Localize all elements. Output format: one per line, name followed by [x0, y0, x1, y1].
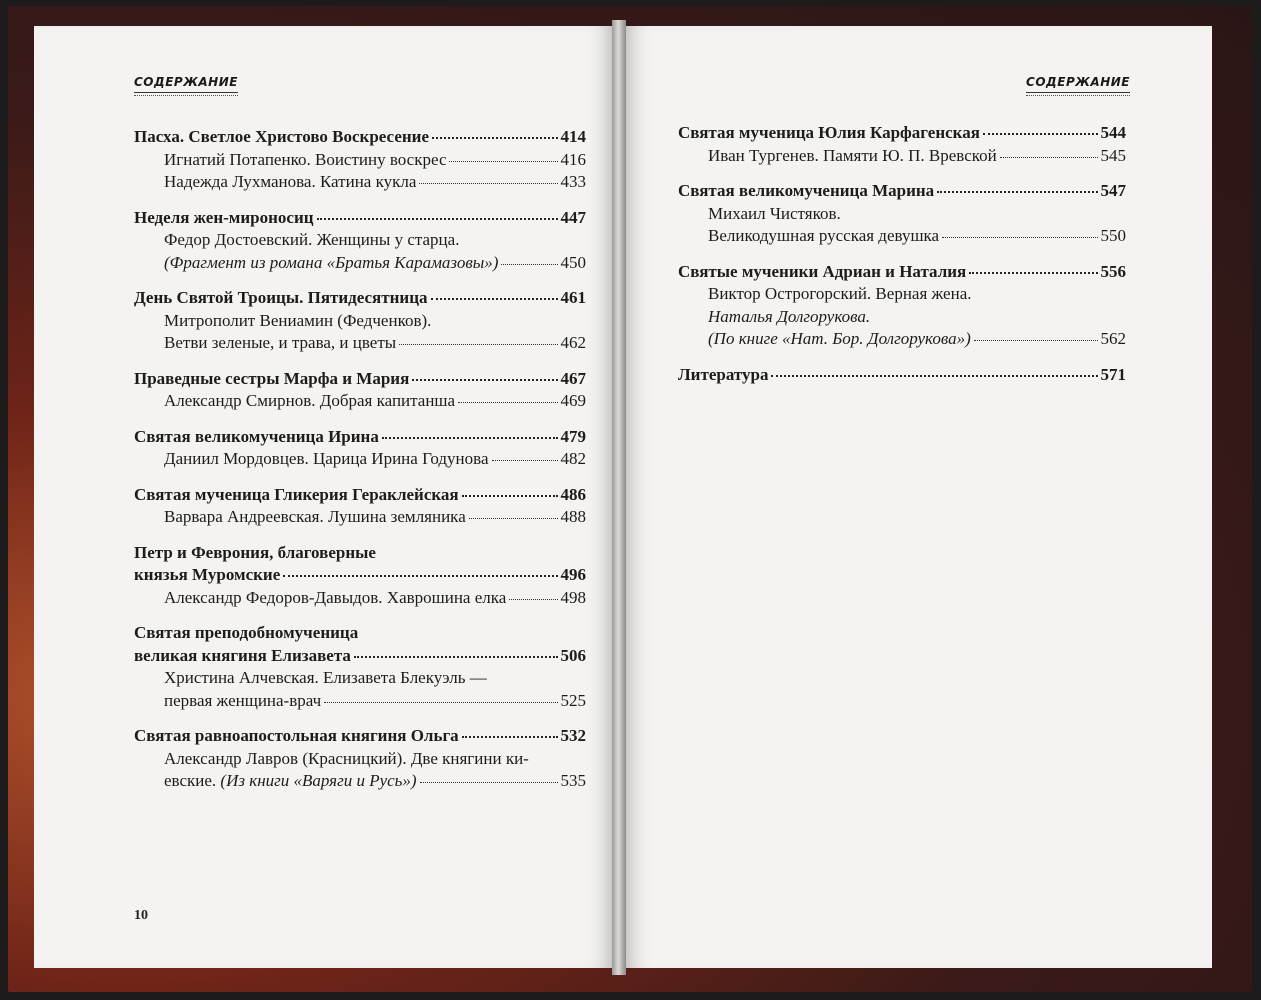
dot-leader: [942, 236, 1097, 238]
dot-leader: [974, 339, 1098, 341]
toc-page-number: 433: [560, 172, 586, 191]
dot-leader: [382, 436, 558, 439]
toc-page-number: 496: [560, 565, 586, 584]
toc-page-number: 462: [560, 333, 586, 352]
toc-page-number: 447: [560, 207, 586, 227]
book-spine-gutter: [612, 20, 626, 975]
toc-entry-title: Александр Федоров-Давыдов. Хаврошина елка: [164, 587, 507, 607]
toc-section-entry: [134, 725, 586, 748]
dot-leader: [458, 401, 557, 403]
toc-page-number: 535: [560, 771, 586, 790]
dot-leader: [1000, 156, 1098, 158]
running-header: СОДЕРЖАНИЕ: [134, 74, 238, 96]
toc-entry-title: Иван Тургенев. Памяти Ю. П. Вревской: [708, 145, 997, 165]
toc-page-number: 532: [560, 726, 586, 745]
toc-page-number: 547: [1100, 181, 1126, 200]
toc-section-entry: [678, 261, 1126, 284]
toc-entry-title: Праведные сестры Марфа и Мария: [134, 368, 410, 388]
dot-leader: [937, 190, 1097, 193]
toc-entry-title: Святая великомученица Марина: [678, 181, 935, 200]
toc-entry-title: Игнатий Потапенко. Воистину воскрес: [164, 149, 447, 169]
toc-work-entry: [134, 171, 586, 194]
dot-leader: [983, 132, 1098, 135]
toc-entry-title: Александр Смирнов. Добрая капитанша: [164, 391, 456, 410]
toc-work-entry: [134, 448, 586, 471]
dot-leader: [317, 217, 558, 220]
toc-entry-title-plain: евские.: [164, 771, 221, 790]
toc-entry-title: Литература: [678, 364, 769, 384]
toc-work-entry: [134, 229, 586, 274]
toc-entry-line: Митрополит Вениамин (Федченков).: [164, 310, 432, 330]
toc-page-number: 545: [1100, 145, 1126, 165]
dot-leader: [492, 459, 558, 461]
toc-entry-title: Святая мученица Гликерия Гераклейская: [134, 484, 459, 504]
toc-entry-line: Христина Алчевская. Елизавета Блекуэль —: [164, 668, 487, 687]
toc-page-number: 486: [560, 484, 586, 504]
toc-entry-title: (Фрагмент из романа «Братья Карамазовы»): [164, 252, 499, 272]
table-of-contents-right: [678, 122, 1126, 386]
dot-leader: [501, 263, 557, 265]
dot-leader: [771, 374, 1097, 377]
dot-leader: [432, 136, 558, 139]
dot-leader: [420, 781, 558, 783]
dot-leader: [509, 598, 557, 600]
toc-page-number: 469: [560, 391, 586, 410]
toc-page-number: 506: [560, 645, 586, 665]
left-page: [34, 26, 616, 968]
running-header: СОДЕРЖАНИЕ: [1026, 74, 1130, 96]
toc-entry-line: Петр и Феврония, благоверные: [134, 542, 376, 562]
toc-work-entry: [134, 667, 586, 712]
toc-work-entry: [134, 310, 586, 355]
toc-section-entry: [134, 484, 586, 507]
toc-entry-title: Надежда Лухманова. Катина кукла: [164, 172, 417, 191]
dot-leader: [462, 735, 558, 738]
toc-page-number: 544: [1100, 123, 1126, 142]
toc-section-entry: [134, 287, 586, 310]
dot-leader: [431, 297, 558, 300]
toc-section-entry: [678, 364, 1126, 387]
toc-entry-title-italic: (Из книги «Варяги и Русь»): [220, 771, 417, 790]
dot-leader: [969, 271, 1097, 274]
toc-entry-line: Виктор Острогорский. Верная жена.: [708, 284, 972, 303]
toc-page-number: 525: [560, 690, 586, 710]
toc-entry-line: Святая преподобномученица: [134, 623, 359, 642]
toc-entry-title: Святая великомученица Ирина: [134, 426, 379, 446]
dot-leader: [419, 182, 557, 184]
toc-work-entry: [134, 390, 586, 413]
toc-section-entry: [678, 122, 1126, 145]
toc-entry-title: Святые мученики Адриан и Наталия: [678, 261, 967, 281]
toc-section-entry: [134, 426, 586, 449]
toc-entry-title: первая женщина-врач: [164, 690, 322, 710]
toc-page-number: 450: [560, 252, 586, 272]
toc-entry-title: Пасха. Светлое Христово Воскресение: [134, 127, 429, 146]
toc-section-entry: [134, 126, 586, 149]
toc-section-entry: [134, 542, 586, 587]
toc-section-entry: [134, 622, 586, 667]
toc-page-number: 571: [1100, 364, 1126, 384]
toc-work-entry: [678, 283, 1126, 351]
toc-section-entry: [134, 368, 586, 391]
toc-work-entry: [134, 506, 586, 529]
dot-leader: [412, 378, 557, 381]
toc-entry-title: Святая мученица Юлия Карфагенская: [678, 123, 980, 142]
toc-page-number: 556: [1100, 261, 1126, 281]
right-page: [622, 26, 1212, 968]
toc-entry-line: Александр Лавров (Красницкий). Две княгини ки-: [164, 748, 529, 768]
toc-page-number: 550: [1100, 226, 1126, 245]
dot-leader: [462, 494, 558, 497]
toc-entry-line: Федор Достоевский. Женщины у старца.: [164, 230, 460, 249]
toc-entry-line: Наталья Долгорукова.: [708, 306, 871, 326]
toc-page-number: 416: [560, 149, 586, 169]
toc-page-number: 488: [560, 507, 586, 526]
toc-page-number: 482: [560, 449, 586, 468]
toc-entry-title: Варвара Андреевская. Лушина земляника: [164, 507, 466, 526]
toc-work-entry: [134, 587, 586, 610]
toc-entry-title: великая княгиня Елизавета: [134, 645, 351, 665]
toc-work-entry: [134, 149, 586, 172]
table-of-contents-left: [134, 126, 586, 793]
toc-work-entry: [678, 203, 1126, 248]
dot-leader: [449, 160, 557, 162]
toc-entry-title: День Святой Троицы. Пятидесятница: [134, 288, 428, 307]
toc-entry-title: Святая равноапостольная княгиня Ольга: [134, 726, 459, 745]
toc-section-entry: [134, 207, 586, 230]
toc-page-number: 414: [560, 127, 586, 146]
toc-page-number: 461: [560, 288, 586, 307]
toc-entry-title: [164, 770, 417, 793]
toc-entry-title: (По книге «Нат. Бор. Долгорукова»): [708, 329, 971, 348]
dot-leader: [324, 701, 557, 703]
toc-entry-title: князья Муромские: [134, 565, 281, 584]
toc-work-entry: [134, 748, 586, 793]
toc-page-number: 479: [560, 426, 586, 446]
dot-leader: [354, 655, 558, 658]
toc-entry-title: Даниил Мордовцев. Царица Ирина Годунова: [164, 449, 489, 468]
dot-leader: [399, 343, 557, 345]
toc-work-entry: [678, 145, 1126, 168]
toc-entry-line: Михаил Чистяков.: [708, 203, 841, 223]
dot-leader: [469, 517, 558, 519]
toc-page-number: 467: [560, 368, 586, 388]
toc-page-number: 498: [560, 587, 586, 607]
toc-entry-title: Ветви зеленые, и трава, и цветы: [164, 333, 397, 352]
toc-entry-title: Великодушная русская девушка: [708, 226, 940, 245]
toc-entry-title: Неделя жен-мироносиц: [134, 207, 314, 227]
page-number: 10: [134, 908, 148, 923]
dot-leader: [283, 574, 557, 577]
toc-page-number: 562: [1100, 329, 1126, 348]
toc-section-entry: [678, 180, 1126, 203]
